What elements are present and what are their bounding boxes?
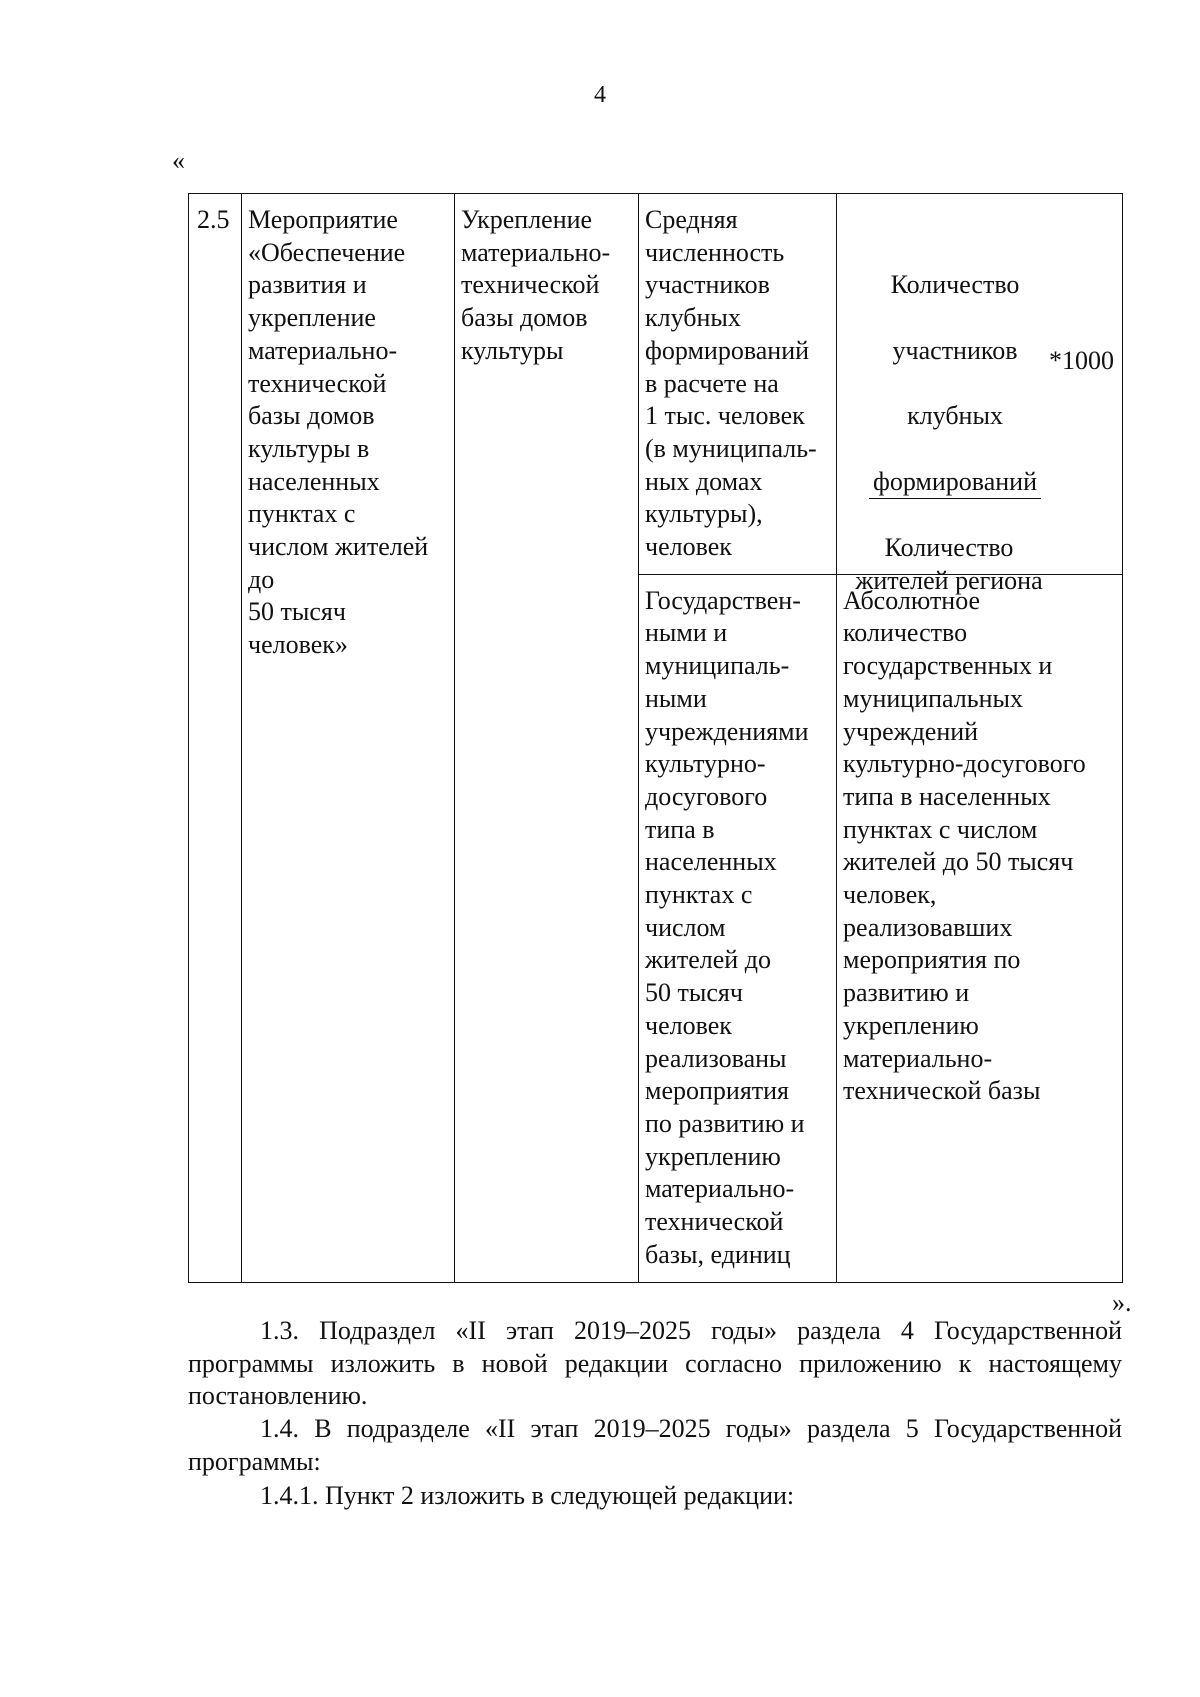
- calculation-formula: [843, 237, 1122, 595]
- table-row: [189, 194, 1123, 575]
- event-name-cell: Мероприятие «Обеспечение развития и укрепление материально- технической базы домов культуры в населенных пунктах с числом жителей до 50 тысяч человек»: [242, 194, 455, 1283]
- formula-numerator-last-line: формирований: [869, 466, 1041, 500]
- indicator-name-cell: Государствен- ными и муниципаль- ными учреждениями культурно- досугового типа в населенных пунктах с числом жителей до 50 тысяч человек реализованы мероприятия по развитию и укреплению материально- технической базы, единиц: [639, 574, 837, 1282]
- row-number-cell: 2.5: [189, 194, 242, 1283]
- formula-multiplier: *1000: [1049, 345, 1114, 375]
- formula-denominator: Количество жителей региона: [855, 533, 1043, 595]
- formula-numerator-line: Количество: [890, 270, 1020, 300]
- indicator-name-cell: Средняя численность участников клубных формирований в расчете на 1 тыс. человек (в муниципаль- ных домах культуры), человек: [639, 194, 837, 575]
- paragraph-1-4-1: 1.4.1. Пункт 2 изложить в следующей редакции:: [260, 1481, 795, 1510]
- formula-numerator-line: клубных: [907, 401, 1003, 431]
- page-number: 4: [594, 82, 606, 108]
- closing-quote-mark: ».: [1112, 1288, 1132, 1317]
- paragraph-1-3: 1.3. Подраздел «II этап 2019–2025 годы» раздела 4 Государственной программы изложить в новой редакции согласно приложению к настоящему постановлению.: [188, 1316, 1122, 1411]
- formula-cell: [837, 194, 1123, 595]
- paragraph-1-4: 1.4. В подразделе «II этап 2019–2025 годы» раздела 5 Государственной программы:: [188, 1414, 1122, 1476]
- indicator-table: [188, 193, 1123, 1283]
- formula-numerator-line: участников: [892, 335, 1018, 365]
- opening-quote-mark: «: [172, 146, 185, 175]
- method-cell: Абсолютное количество государственных и муниципальных учреждений культурно-досугового типа в населенных пунктах с числом жителей до 50 тысяч человек, реализовавших мероприятия по развитию и укреплению материально- технической базы: [837, 574, 1123, 1282]
- goal-cell: Укрепление материально- технической базы домов культуры: [455, 194, 639, 1283]
